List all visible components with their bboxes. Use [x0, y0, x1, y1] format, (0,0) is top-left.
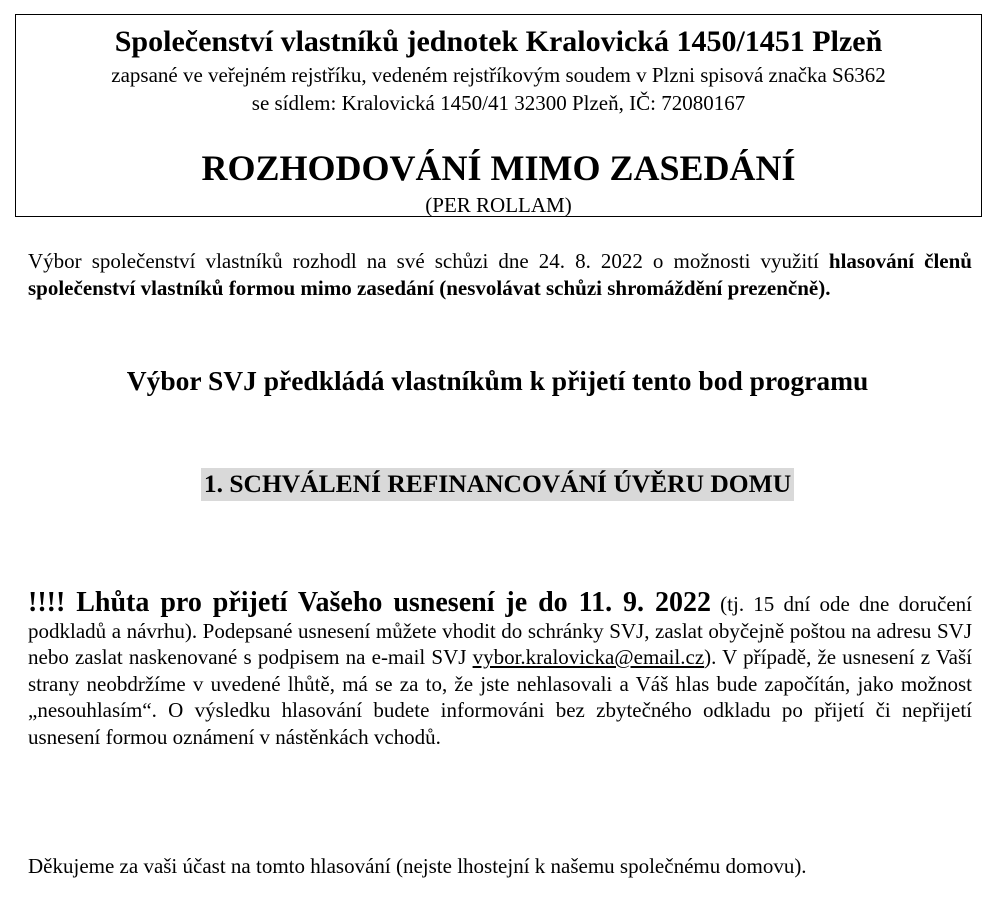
deadline-highlight: !!!! Lhůta pro přijetí Vašeho usnesení je do 11. 9. 2022 — [28, 587, 711, 618]
header-box — [15, 14, 982, 217]
intro-text: Výbor společenství vlastníků rozhodl na své schůzi dne 24. 8. 2022 o možnosti využití — [28, 249, 829, 273]
deadline-paragraph — [28, 587, 972, 750]
seat-line: se sídlem: Kralovická 1450/41 32300 Plzeň, IČ: 72080167 — [251, 91, 746, 115]
intro-bold-text: hlasování členů společenství vlastníků formou mimo zasedání (nesvolávat schůzi shromáždění prezenčně). — [28, 249, 972, 300]
document-subtitle: (PER ROLLAM) — [425, 193, 572, 217]
closing-paragraph: Děkujeme za vaši účast na tomto hlasování (nejste lhostejní k našemu společnému domovu). — [28, 854, 807, 878]
agenda-item-wrapper — [0, 468, 995, 501]
registry-line: zapsané ve veřejném rejstříku, vedeném rejstříkovým soudem v Plzni spisová značka S6362 — [111, 63, 886, 87]
intro-paragraph — [28, 248, 972, 301]
deadline-instructions: (tj. 15 dní ode dne doručení podkladů a návrhu). Podepsané usnesení můžete vhodit do schránky SVJ, zaslat obyčejně poštou na adresu SVJ nebo zaslat naskenované s podpisem na e-mail SVJ — [28, 592, 972, 669]
section-heading: Výbor SVJ předkládá vlastníkům k přijetí tento bod programu — [126, 365, 869, 396]
agenda-item: 1. SCHVÁLENÍ REFINANCOVÁNÍ ÚVĚRU DOMU — [201, 468, 794, 501]
organization-name: Společenství vlastníků jednotek Kralovická 1450/1451 Plzeň — [114, 25, 883, 58]
email-link[interactable]: vybor.kralovicka@email.cz — [472, 645, 705, 669]
document-title: ROZHODOVÁNÍ MIMO ZASEDÁNÍ — [201, 148, 796, 188]
deadline-rest: ). V případě, že usnesení z Vaší strany neobdržíme v uvedené lhůtě, má se za to, že jste nehlasovali a Váš hlas bude započítán, jako možnost „nesouhlasím“. O výsledku hlasování budete informováni bez zbytečného odkladu po přijetí či nepřijetí usnesení formou oznámení v nástěnkách vchodů. — [28, 645, 972, 749]
